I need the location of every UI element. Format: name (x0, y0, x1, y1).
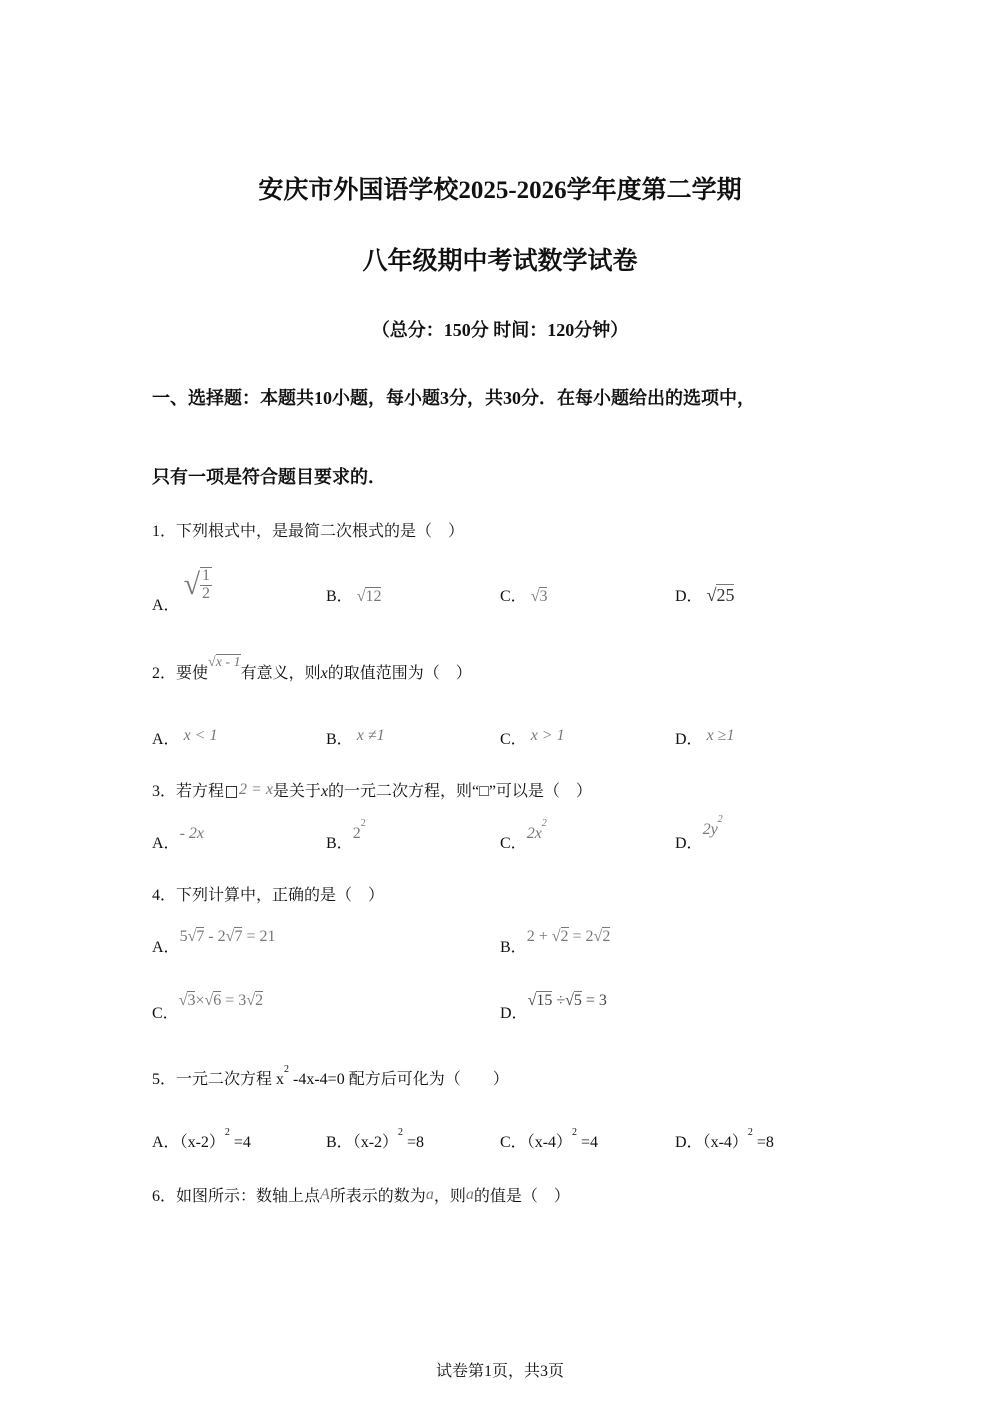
q6-stem-mid2: ，则 (433, 1188, 466, 1205)
q3-option-c (500, 818, 547, 853)
q5-stem-post: -4x-4=0 配方后可化为（ ） (289, 1071, 509, 1088)
q4-a-expr: 5√7 - 2√7 = 21 (179, 928, 276, 945)
blank-box-icon (226, 786, 237, 798)
exam-title-line2: 八年级期中考试数学试卷 (362, 248, 638, 275)
q5-option-b: B．$(x-2)^2 =8$ (326, 1127, 425, 1151)
q2-d-expr: x ≥1 (706, 727, 735, 744)
q3-stem-pre: 3．若方程 (152, 783, 225, 800)
q3-d-exponent: 2 (717, 814, 723, 825)
q4-option-label: B． (500, 939, 527, 956)
q3-equation: 2 = x (239, 781, 273, 798)
q2-c-expr: x > 1 (530, 727, 565, 744)
q6-var1: a (425, 1186, 434, 1203)
q3-c-base: 2x (526, 825, 542, 842)
q3-option-label: A． (152, 835, 180, 852)
q3-option-a (152, 825, 204, 853)
q2-option-a (152, 726, 217, 749)
q3-b-base: 2 (352, 825, 361, 842)
q3-stem-mid: 是关于 (272, 783, 321, 800)
q4-option-b (500, 928, 611, 957)
q2-option-c (500, 726, 565, 749)
q4-option-label: A． (152, 939, 180, 956)
q1-option-c: C． √3 (500, 588, 548, 605)
q1-option-b: B． √12 (326, 588, 382, 605)
q5-stem-pre: 5．一元二次方程 x (152, 1071, 285, 1088)
q1-option-label: B． (326, 588, 353, 605)
q6-stem-pre: 6．如图所示：数轴上点 (152, 1188, 321, 1205)
q1-a-denominator: 2 (202, 584, 211, 602)
q1-a-sqrt-fraction: √ $\frac{1}{2}$ (183, 567, 211, 602)
q6-stem (152, 1183, 570, 1206)
q1-stem: 1．下列根式中，是最简二次根式的是（ ） (152, 523, 465, 540)
q4-option-label: C． (152, 1005, 179, 1022)
q3-c-exponent: 2 (541, 818, 547, 829)
q2-option-label: D． (675, 731, 703, 748)
q2-radicand: x - 1 (215, 655, 241, 670)
q5-exponent: 2 (284, 1064, 290, 1075)
q6-stem-mid: 所表示的数为 (329, 1188, 426, 1205)
q3-stem (152, 778, 592, 801)
q4-option-d (500, 992, 607, 1023)
q2-variable: x (320, 665, 328, 682)
q1-d-radicand: 25 (716, 585, 735, 605)
q3-option-label: B． (326, 835, 353, 852)
q4-d-expr: √15 ÷√5 = 3 (527, 992, 607, 1009)
q2-stem-mid: 有意义，则 (240, 665, 321, 682)
q2-option-label: A． (152, 731, 180, 748)
q3-d-base: 2y (702, 821, 718, 838)
score-time-info: （总分：150分 时间：120分钟） (371, 320, 629, 340)
q3-stem-post: 的一元二次方程，则“□”可以是（ ） (328, 783, 592, 800)
q3-a-expr: - 2x (179, 825, 204, 842)
page-footer: 试卷第1页，共3页 (435, 1363, 564, 1380)
q1-option-d: D． √25 (675, 585, 735, 605)
q4-b-expr: 2 + √2 = 2√2 (526, 928, 611, 945)
q3-b-exponent: 2 (360, 818, 366, 829)
q1-c-radicand: 3 (539, 588, 548, 605)
q3-option-label: C． (500, 835, 527, 852)
q1-option-label: A． (152, 596, 180, 614)
q1-option-a (152, 567, 212, 619)
q2-a-expr: x < 1 (183, 727, 218, 744)
q3-option-d (675, 814, 723, 853)
exam-title-line1: 安庆市外国语学校2025-2026学年度第二学期 (258, 177, 742, 204)
q5-option-a: A．$(x-2)^2 =4$ (152, 1127, 251, 1151)
q6-stem-post: 的值是（ ） (473, 1188, 570, 1205)
q5-option-d: D．$(x-4)^2 =8$ (675, 1127, 774, 1151)
section1-heading-line1: 一、选择题：本题共10小题，每小题3分，共30分．在每小题给出的选项中， (152, 388, 755, 408)
q4-c-expr: √3×√6 = 3√2 (178, 992, 264, 1009)
q4-option-c (152, 992, 264, 1023)
q3-variable: x (320, 783, 329, 800)
q2-stem-post: 的取值范围为（ ） (327, 665, 472, 682)
q4-option-a (152, 928, 276, 957)
q2-option-label: B． (326, 731, 353, 748)
q1-b-radicand: 12 (365, 588, 382, 605)
q2-option-b (326, 726, 385, 749)
q3-option-label: D． (675, 835, 703, 852)
section1-heading-line2: 只有一项是符合题目要求的． (152, 467, 386, 487)
q4-option-label: D． (500, 1005, 528, 1022)
q6-var2: a (465, 1186, 474, 1203)
q2-option-label: C． (500, 731, 527, 748)
q2-option-d (675, 726, 734, 749)
q3-option-b (326, 818, 366, 853)
q2-stem-pre: 2．要使 (152, 665, 209, 682)
q2-stem: 2．要使√x - 1有意义，则x的取值范围为（ ） (152, 655, 472, 682)
q5-stem (152, 1066, 509, 1089)
q5-option-c: C．$(x-4)^2 =4$ (500, 1127, 599, 1151)
q2-b-expr: x ≠1 (356, 727, 385, 744)
q1-a-numerator: 1 (202, 567, 211, 584)
q4-stem: 4．下列计算中，正确的是（ ） (152, 887, 385, 904)
q6-point: A (320, 1186, 330, 1203)
q1-option-label: D． (675, 588, 703, 605)
q1-option-label: C． (500, 588, 527, 605)
